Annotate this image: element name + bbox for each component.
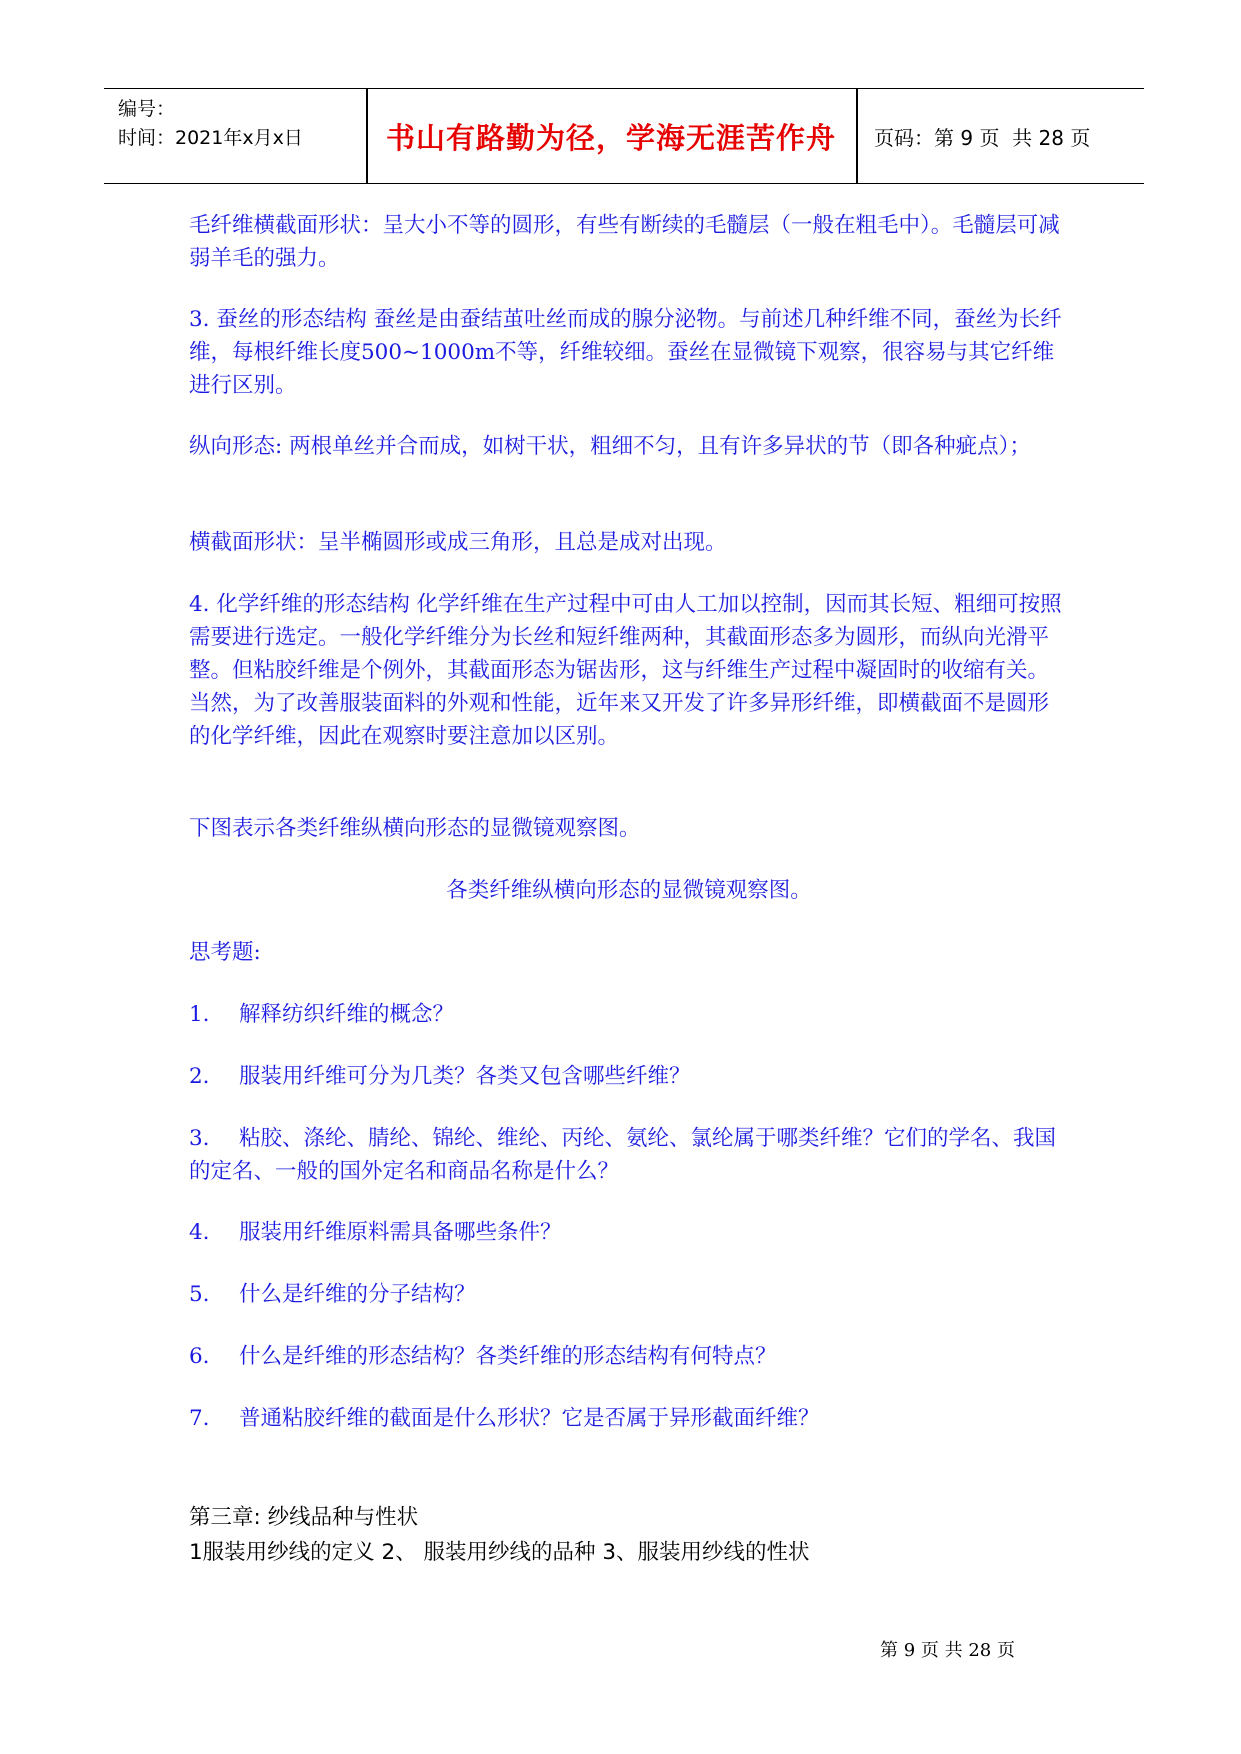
chapter-heading bbox=[189, 1500, 1069, 1570]
question-text: 服装用纤维可分为几类？各类又包含哪些纤维？ bbox=[239, 1064, 691, 1089]
question-number: 2. bbox=[189, 1064, 210, 1089]
question-item bbox=[189, 1402, 1069, 1435]
question-text: 什么是纤维的形态结构？各类纤维的形态结构有何特点？ bbox=[239, 1344, 777, 1369]
header-info bbox=[118, 95, 303, 153]
question-text: 服装用纤维原料需具备哪些条件？ bbox=[239, 1220, 562, 1245]
chapter-subtitle: 1服装用纱线的定义 2、 服装用纱线的品种 3、服装用纱线的性状 bbox=[189, 1540, 810, 1565]
question-text: 普通粘胶纤维的截面是什么形状？它是否属于异形截面纤维？ bbox=[239, 1406, 820, 1431]
question-text: 解释纺织纤维的概念？ bbox=[239, 1002, 455, 1027]
figure-caption: 各类纤维纵横向形态的显微镜观察图。 bbox=[446, 878, 812, 903]
question-item bbox=[189, 1340, 1069, 1373]
header-motto: 书山有路勤为径，学海无涯苦作舟 bbox=[385, 120, 836, 155]
question-number: 3. bbox=[189, 1126, 210, 1151]
question-text: 粘胶、涤纶、腈纶、锦纶、维纶、丙纶、氨纶、氯纶属于哪类纤维？它们的学名、我国的定名、一般的国外定名和商品名称是什么？ bbox=[189, 1126, 1057, 1184]
header-page-info: 页码：第 9 页 共 28 页 bbox=[874, 125, 1091, 150]
questions-title: 思考题: bbox=[189, 940, 261, 965]
header-divider bbox=[856, 89, 858, 183]
paragraph: 4. 化学纤维的形态结构 化学纤维在生产过程中可由人工加以控制，因而其长短、粗细可按照需要进行选定。一般化学纤维分为长丝和短纤维两种，其截面形态多为圆形，而纵向光滑平整。但粘胶纤维是个例外，其截面形态为锯齿形，这与纤维生产过程中凝固时的收缩有关。当然，为了改善服装面料的外观和性能，近年来又开发了许多异形纤维，即横截面不是圆形的化学纤维，因此在观察时要注意加以区别。 bbox=[189, 592, 1062, 749]
paragraph: 毛纤维横截面形状：呈大小不等的圆形，有些有断续的毛髓层（一般在粗毛中）。毛髓层可减弱羊毛的强力。 bbox=[189, 213, 1060, 271]
paragraph: 纵向形态: 两根单丝并合而成，如树干状，粗细不匀，且有许多异状的节（即各种疵点）； bbox=[189, 434, 1031, 459]
chapter-title: 第三章: 纱线品种与性状 bbox=[189, 1505, 419, 1530]
question-number: 7. bbox=[189, 1406, 210, 1431]
question-number: 4. bbox=[189, 1220, 210, 1245]
question-item bbox=[189, 1216, 1069, 1249]
question-number: 1. bbox=[189, 1002, 210, 1027]
question-number: 6. bbox=[189, 1344, 210, 1369]
question-item bbox=[189, 1122, 1069, 1188]
paragraph: 3. 蚕丝的形态结构 蚕丝是由蚕结茧吐丝而成的腺分泌物。与前述几种纤维不同，蚕丝为长纤维，每根纤维长度500~1000m不等，纤维较细。蚕丝在显微镜下观察，很容易与其它纤维进行区别。 bbox=[189, 307, 1062, 398]
question-number: 5. bbox=[189, 1282, 210, 1307]
page-footer: 第 9 页 共 28 页 bbox=[880, 1640, 1015, 1661]
question-item bbox=[189, 998, 1069, 1031]
page-header bbox=[104, 88, 1144, 184]
paragraph: 下图表示各类纤维纵横向形态的显微镜观察图。 bbox=[189, 816, 641, 841]
question-text: 什么是纤维的分子结构？ bbox=[239, 1282, 476, 1307]
serial-label: 编号： bbox=[118, 98, 176, 120]
question-item bbox=[189, 1060, 1069, 1093]
question-item bbox=[189, 1278, 1069, 1311]
date-line: 时间：2021年x月x日 bbox=[118, 127, 303, 149]
paragraph: 横截面形状：呈半椭圆形或成三角形，且总是成对出现。 bbox=[189, 530, 727, 555]
